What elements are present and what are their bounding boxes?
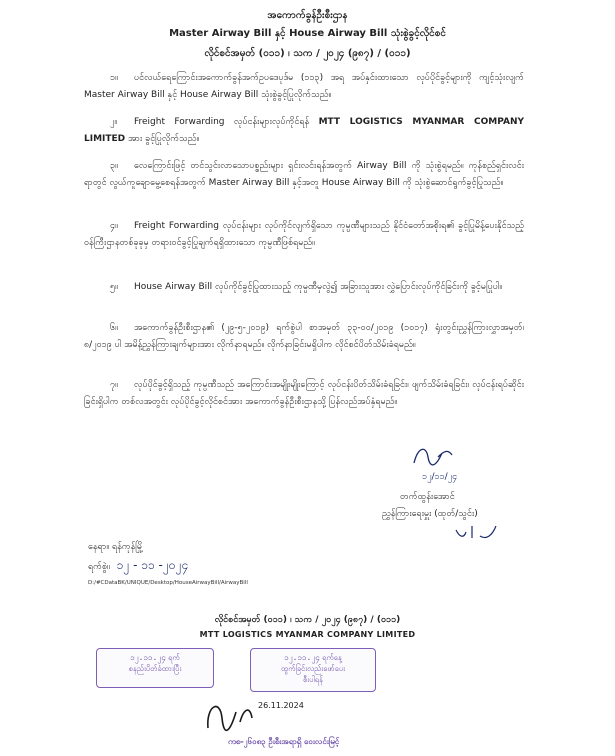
officer-stamp: ကစ-၂၆၀၈၃ ဦးစီးအရာရှိ ဝေးလင်းမြင့် [228,737,340,746]
paragraph-text: လုပ်ပိုင်ခွင့်ရှိသည့် ကုမ္ပဏီသည် အကြောင်းအမျိုးမျိုးကြောင့် လုပ်ငန်းပိတ်သိမ်းခံရခြင်း၊ ဖျက်သိမ်းခံရခြင်း၊ လုပ်ငန်းရပ်ဆိုင်းခြင်းရှိပါက တစ်လအတွင်း လုပ်ပိုင်ခွင့်လိုင်စင်အား အကောက်ခွန်ဦးစီးဌာနသို့ ပြန်လည်အပ်နှံရမည်။ [84,380,524,407]
paragraph-7 [84,377,524,411]
paragraph-1 [84,70,524,104]
paragraph-text-tail: အား ခွင့်ပြုလိုက်သည်။ [125,134,200,144]
approval-signature [200,688,310,736]
signer-name: တက်ထွန်းအောင် [400,492,455,502]
document-title: Master Airway Bill နှင့် House Airway Bill သုံးစွဲခွင့်လိုင်စင် [169,28,446,39]
handwritten-date: ၁၂/၁၁/၂၄ [422,472,458,482]
director-signature [408,437,498,483]
paragraph-text: လေကြောင်းဖြင့် တင်သွင်းလာသောပစ္စည်းများ ရှင်းလင်းရန်အတွက် Airway Bill ကို သုံးစွဲရမည်။ ကုန်စည်ရှင်းလင်းရာတွင် လွယ်ကူချောမွေ့စေရန်အတွက် Master Airway Bill နှင့်အတူ House Airway Bill ကို သုံးစွဲဆောင်ရွက်ခွင့်ပြုသည်။ [84,161,524,188]
approval-date: 26.11.2024 [258,701,304,710]
paragraph-text: Freight Forwarding လုပ်ငန်းများ လုပ်ကိုင်လျက်ရှိသော ကုမ္ပဏီများသည် နိုင်ငံတော်အစိုးရ၏ ခွင့်ပြုမိန့်ပေးနိုင်သည့် ဝန်ကြီးဌာနတစ်ခုခုမှ တရားဝင်ခွင့်ပြုချက်ရရှိထားသော ကုမ္ပဏီဖြစ်ရမည်။ [84,221,524,248]
paragraph-4 [84,218,524,252]
paragraph-number: ၇။ [110,380,118,390]
issue-stamp [250,648,376,692]
paragraph-number: ၃။ [110,161,118,171]
stamp-line-2: စီးပါရန် [303,675,323,684]
company-name-bold: MTT LOGISTICS MYANMAR COMPANY LIMITED [84,117,524,144]
footer-license-number: လိုင်စင်အမှတ် (၀၁၁) ၊ သက / ၂၀၂၄ (၉၈၇) / (၀၁၁) [214,615,401,625]
paragraph-number: ၆။ [110,323,118,333]
paragraph-3 [84,158,524,192]
stamp-text: စနည်းပိတ်ခံထားပြီး [128,664,182,673]
paragraph-6 [84,320,524,354]
signer-title: ညွှန်ကြားရေးမှူး (ထုတ်/သွင်း) [382,509,478,519]
paragraph-2 [84,114,524,148]
department-heading: အကောက်ခွန်ဦးစီးဌာန [267,10,348,21]
date-label: ရက်စွဲ။ [88,562,110,572]
place-line [88,541,143,554]
paragraph-number: ၄။ [110,221,118,231]
paragraph-number: ၅။ [110,282,118,292]
paragraph-5 [84,279,524,296]
paragraph-number: ၁။ [110,73,118,83]
company-name: MTT LOGISTICS MYANMAR COMPANY LIMITED [199,630,416,639]
paragraph-number: ၂။ [110,117,118,127]
stamp-date: ၁၂.၁၁.၂၄ [284,653,320,662]
paragraph-text: House Airway Bill လုပ်ကိုင်ခွင့်ပြုထားသည့် ကုမ္ပဏီမှလွဲ၍ အခြားသူအား လွှဲပြောင်းလုပ်ကိုင်ခြင်းကို ခွင့်မပြုပါ။ [134,282,503,292]
paragraph-text: အကောက်ခွန်ဦးစီးဌာန၏ (၂၉-၅-၂၀၁၉) ရက်စွဲပါ စာအမှတ် ၃၃-၀၀/၂၀၁၉ (၁၀၁၇) ရုံးတွင်းညွှန်ကြားလွှာအမှတ်၊ ၈/၂၀၁၉ ပါ အမိန့်ညွှန်ကြားချက်များအား လိုက်နာရမည်။ လိုက်နာခြင်းမရှိပါက လိုင်စင်ပိတ်သိမ်းခံရမည်။ [84,323,524,350]
initials-mark [452,522,498,542]
stamp-line-1: ထွက်ခြင်းလည်းဖော်ပေး [280,664,345,673]
place-value: ရန်ကုန်မြို့ [112,542,144,552]
file-path: D:/#CDataBK/UNIQUE/Desktop/HouseAirwayBill/AirwayBill [88,580,248,586]
stamp-date-suffix: ရက်နေ့ [322,653,342,662]
received-stamp [96,648,214,688]
stamp-date: ၁၂.၁၁.၂၄ [130,653,166,662]
paragraph-text: Freight Forwarding လုပ်ငန်းများလုပ်ကိုင်ရန် [134,117,319,127]
license-number: လိုင်စင်အမှတ် (၀၁၁) ၊ သက / ၂၀၂၄ (၉၈၇) / (၀၁၁) [204,48,411,59]
date-value: ၁၂ - ၁၁ -၂၀၂၄ [116,558,189,572]
date-line [88,557,188,575]
place-label: နေရာ။ [88,542,110,552]
stamp-date-suffix: ရက် [168,653,180,662]
paragraph-text: ပင်လယ်ရေကြောင်းအကောက်ခွန်အက်ဥပဒေပုဒ်မ (၁၁၃) အရ အပ်နှင်းထားသော လုပ်ပိုင်ခွင့်များကို ကျင့်သုံးလျက် Master Airway Bill နှင့် House Airway Bill သုံးစွဲခွင့်ပြုလိုက်သည်။ [84,73,524,100]
